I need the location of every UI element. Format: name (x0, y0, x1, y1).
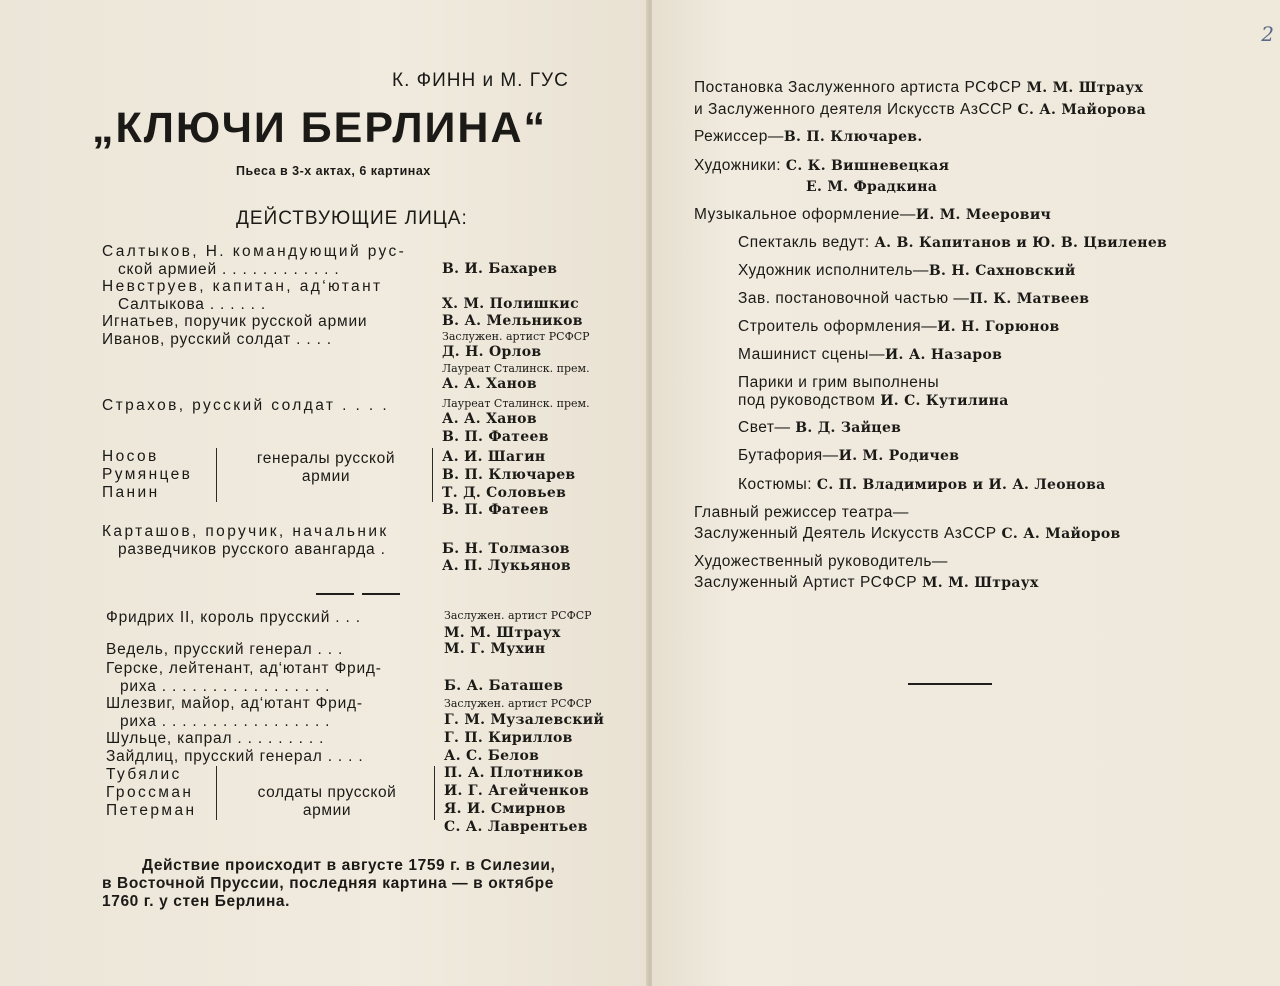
cast-role: Страхов, русский солдат . . . . (102, 397, 390, 414)
cast-role: Карташов, поручик, начальник (102, 523, 389, 540)
builder-line: Строитель оформления—И. Н. Горюнов (738, 318, 1060, 335)
cast-actor: В. А. Мельников (442, 313, 583, 329)
group-bracket (216, 448, 217, 502)
cast-actor: А. П. Лукьянов (442, 558, 571, 574)
cast-role: Игнатьев, поручик русской армии (102, 313, 368, 330)
title-note: Заслужен. артист РСФСР (442, 330, 590, 343)
artists-line: Е. М. Фрадкина (806, 179, 938, 195)
cast-role: Петерман (106, 802, 197, 819)
cast-role: Шлезвиг, майор, ад‘ютант Фрид- (106, 695, 363, 712)
cast-actor: В. П. Фатеев (442, 429, 549, 445)
cast-role: Ведель, прусский генерал . . . (106, 641, 344, 658)
wigs-line: под руководством И. С. Кутилина (738, 392, 1009, 409)
cast-actor: Г. М. Музалевский (444, 712, 605, 728)
cast-role: риха . . . . . . . . . . . . . . . . . (120, 713, 331, 730)
cast-actor: Я. И. Смирнов (444, 801, 566, 817)
title-note: Лауреат Сталинск. прем. (442, 362, 590, 375)
exec-artist-line: Художник исполнитель—В. Н. Сахновский (738, 262, 1076, 279)
group-label: генералы русской армии (256, 450, 396, 485)
cast-role: Носов (102, 448, 159, 465)
props-line: Бутафория—И. М. Родичев (738, 447, 960, 464)
lead-line: Спектакль ведут: А. В. Капитанов и Ю. В. Цвиленев (738, 234, 1168, 251)
art-director-line: Художественный руководитель— (694, 553, 948, 570)
production-line: Зав. постановочной частью —П. К. Матвеев (738, 290, 1090, 307)
play-title: „КЛЮЧИ БЕРЛИНА“ (92, 104, 548, 152)
cast-actor: А. И. Шагин (442, 449, 546, 465)
cast-role: ской армией . . . . . . . . . . . . (118, 261, 340, 278)
authors: К. ФИНН и М. ГУС (392, 70, 569, 91)
cast-role: Тубялис (106, 766, 182, 783)
cast-actor: В. П. Фатеев (442, 502, 549, 518)
cast-role: Гроссман (106, 784, 194, 801)
cast-role: Панин (102, 484, 160, 501)
divider (316, 593, 354, 595)
cast-actor: А. А. Ханов (442, 376, 537, 392)
play-subtitle: Пьеса в 3-х актах, 6 картинах (236, 164, 431, 178)
cast-actor: Г. П. Кириллов (444, 730, 573, 746)
staging-line: и Заслуженного деятеля Искусств АзССР С. А. Майорова (694, 101, 1146, 118)
cast-actor: М. Г. Мухин (444, 641, 546, 657)
cast-role: Герске, лейтенант, ад‘ютант Фрид- (106, 660, 382, 677)
wigs-line: Парики и грим выполнены (738, 374, 940, 391)
cast-role: Иванов, русский солдат . . . . (102, 331, 332, 348)
cast-role: Зайдлиц, прусский генерал . . . . (106, 748, 364, 765)
cast-role: Салтыков, Н. командующий рус- (102, 243, 407, 260)
chief-director-line: Главный режиссер театра— (694, 504, 909, 521)
cast-role: Салтыкова . . . . . . (118, 296, 267, 313)
director-line: Режиссер—В. П. Ключарев. (694, 128, 923, 145)
cast-role: Румянцев (102, 466, 193, 483)
costumes-line: Костюмы: С. П. Владимиров и И. А. Леонова (738, 476, 1106, 493)
cast-actor: Д. Н. Орлов (442, 344, 542, 360)
divider (362, 593, 400, 595)
cast-actor: Б. А. Баташев (444, 678, 564, 694)
cast-actor: С. А. Лаврентьев (444, 819, 588, 835)
cast-actor: Б. Н. Толмазов (442, 541, 570, 557)
light-line: Свет— В. Д. Зайцев (738, 419, 902, 436)
cast-role: Шульце, капрал . . . . . . . . . (106, 730, 325, 747)
title-note: Лауреат Сталинск. прем. (442, 397, 590, 410)
cast-actor: В. И. Бахарев (442, 261, 558, 277)
group-label: солдаты прусской армии (257, 784, 397, 819)
divider (908, 683, 992, 685)
music-line: Музыкальное оформление—И. М. Меерович (694, 206, 1052, 223)
cast-heading: ДЕЙСТВУЮЩИЕ ЛИЦА: (236, 208, 468, 229)
cast-actor: А. А. Ханов (442, 411, 537, 427)
setting-note: Действие происходит в августе 1759 г. в Силезии, в Восточной Пруссии, последняя картина — в октябре 1760 г. у стен Берлина. (102, 857, 556, 910)
cast-actor: И. Г. Агейченков (444, 783, 590, 799)
art-director-line: Заслуженный Артист РСФСР М. М. Штраух (694, 574, 1039, 591)
machinist-line: Машинист сцены—И. А. Назаров (738, 346, 1003, 363)
cast-actor: А. С. Белов (444, 748, 540, 764)
cast-actor: Х. М. Полишкис (442, 296, 579, 312)
cast-role: риха . . . . . . . . . . . . . . . . . (120, 678, 331, 695)
group-bracket (432, 448, 433, 502)
cast-actor: Т. Д. Соловьев (442, 485, 567, 501)
chief-director-line: Заслуженный Деятель Искусств АзССР С. А. Майоров (694, 525, 1121, 542)
group-bracket (216, 766, 217, 820)
cast-role: Фридрих II, король прусский . . . (106, 609, 361, 626)
artists-line: Художники: С. К. Вишневецкая (694, 157, 950, 174)
cast-actor: П. А. Плотников (444, 765, 584, 781)
page-number: 2 (1261, 22, 1274, 46)
cast-actor: В. П. Ключарев (442, 467, 576, 483)
title-note: Заслужен. артист РСФСР (444, 697, 592, 710)
cast-actor: М. М. Штраух (444, 625, 561, 641)
cast-role: Невструев, капитан, ад‘ютант (102, 278, 383, 295)
staging-line: Постановка Заслуженного артиста РСФСР М. М. Штраух (694, 79, 1144, 96)
group-bracket (434, 766, 435, 820)
title-note: Заслужен. артист РСФСР (444, 609, 592, 622)
cast-role: разведчиков русского авангарда . (118, 541, 386, 558)
